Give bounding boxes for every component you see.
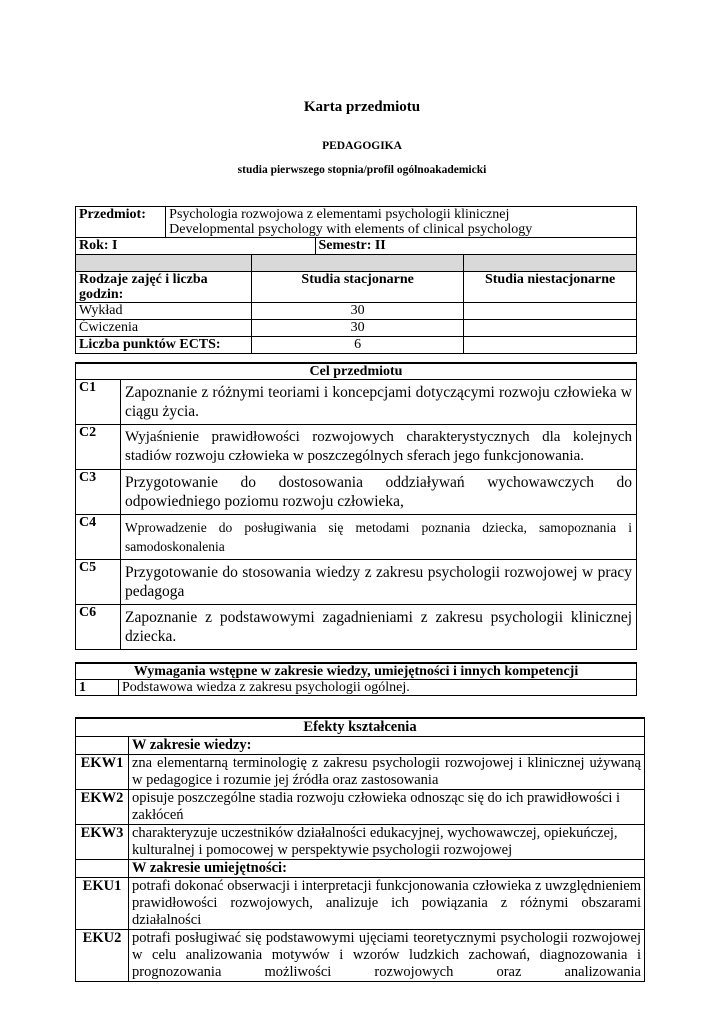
- document-title: Karta przedmiotu: [303, 99, 421, 115]
- goal-text: Wprowadzenie do posługiwania się metodami poznania dziecka, samopoznania i samodoskonalenia: [121, 515, 637, 560]
- goal-code: C6: [76, 605, 121, 650]
- prerequisite-code: 1: [76, 680, 119, 696]
- goal-text: Wyjaśnienie prawidłowości rozwojowych charakterystycznych dla kolejnych stadiów rozwoju człowieka w poszczególnych sferach jego funkcjonowania.: [121, 425, 637, 470]
- subject-label: Przedmiot:: [76, 207, 166, 238]
- hours-header: Rodzaje zajęć i liczba godzin:: [76, 272, 252, 303]
- spacer-cell: [76, 255, 252, 272]
- full-time-header: Studia stacjonarne: [252, 272, 464, 303]
- prerequisites-header: Wymagania wstępne w zakresie wiedzy, umiejętności i innych kompetencji: [76, 663, 637, 680]
- outcome-code: EKW1: [76, 755, 129, 790]
- part-time-header: Studia niestacjonarne: [464, 272, 637, 303]
- outcome-code-empty: [76, 860, 129, 878]
- class-type: Ćwiczenia: [76, 320, 252, 337]
- class-type: Wykład: [76, 303, 252, 320]
- outcome-code: EKW3: [76, 825, 129, 860]
- spacer-cell: [252, 255, 464, 272]
- full-time-hours: 30: [252, 320, 464, 337]
- subject-name-pl: Psychologia rozwojowa z elementami psychologii klinicznej: [169, 207, 510, 222]
- outcome-code-empty: [76, 737, 129, 755]
- prerequisite-text: Podstawowa wiedza z zakresu psychologii ogólnej.: [119, 680, 637, 696]
- outcome-text: zna elementarną terminologię z zakresu psychologii rozwojowej i klinicznej używaną w pedagogice i rozumie jej źródła oraz zastosowania: [129, 755, 645, 790]
- outcome-text: potrafi dokonać obserwacji i interpretacji funkcjonowania człowieka z uwzględnieniem prawidłowości rozwojowych, analizuje ich powiązania z różnymi obszarami działalności: [129, 878, 645, 930]
- skills-header: W zakresie umiejętności:: [129, 860, 645, 878]
- goal-text: Przygotowanie do stosowania wiedzy z zakresu psychologii rozwojowej w pracy pedagoga: [121, 560, 637, 605]
- outcome-code: EKU2: [76, 930, 129, 982]
- goal-text: Zapoznanie z różnymi teoriami i koncepcjami dotyczącymi rozwoju człowieka w ciągu życia.: [121, 380, 637, 425]
- outcomes-table: [75, 717, 645, 982]
- goal-code: C4: [76, 515, 121, 560]
- goal-code: C5: [76, 560, 121, 605]
- outcomes-header: Efekty kształcenia: [76, 718, 645, 737]
- outcome-text: opisuje poszczególne stadia rozwoju człowieka odnosząc się do ich prawidłowości i zakłóceń: [129, 790, 645, 825]
- prerequisites-table: [75, 662, 637, 696]
- goal-code: C1: [76, 380, 121, 425]
- outcome-text: potrafi posługiwać się podstawowymi ujęciami teoretycznymi psychologii rozwojowej w celu analizowania motywów i wzorów ludzkich zachowań, diagnozowania i prognozowania możliwości rozwojowych oraz analizowania: [129, 930, 645, 982]
- goal-row: [76, 470, 637, 515]
- goals-header: Cel przedmiotu: [76, 363, 637, 380]
- part-time-hours: [464, 320, 637, 337]
- part-time-hours: [464, 303, 637, 320]
- outcome-row: [76, 930, 645, 982]
- outcome-text: charakteryzuje uczestników działalności edukacyjnej, wychowawczej, opiekuńczej, kulturalnej i pomocowej w perspektywie psychologii rozwojowej: [129, 825, 645, 860]
- spacer-cell: [464, 255, 637, 272]
- outcome-row: [76, 755, 645, 790]
- goal-code: C3: [76, 470, 121, 515]
- outcome-row: [76, 790, 645, 825]
- outcome-code: EKW2: [76, 790, 129, 825]
- ects-label: Liczba punktów ECTS:: [76, 337, 252, 354]
- year-cell: Rok: I: [76, 238, 316, 255]
- outcome-code: EKU1: [76, 878, 129, 930]
- full-time-hours: 30: [252, 303, 464, 320]
- subject-name-en: Developmental psychology with elements of clinical psychology: [169, 222, 533, 237]
- goal-text: Zapoznanie z podstawowymi zagadnieniami z zakresu psychologii klinicznej dziecka.: [121, 605, 637, 650]
- goals-table: [75, 362, 637, 650]
- goal-code: C2: [76, 425, 121, 470]
- study-level: studia pierwszego stopnia/profil ogólnoakademicki: [237, 164, 487, 176]
- goal-row: [76, 515, 637, 560]
- goal-row: [76, 425, 637, 470]
- ects-empty: [464, 337, 637, 354]
- goal-text: Przygotowanie do dostosowania oddziaływań wychowawczych do odpowiedniego poziomu rozwoju człowieka,: [121, 470, 637, 515]
- outcome-row: [76, 878, 645, 930]
- subject-table: [75, 206, 637, 354]
- subject-name: [166, 207, 637, 238]
- knowledge-header: W zakresie wiedzy:: [129, 737, 645, 755]
- faculty-name: PEDAGOGIKA: [322, 140, 402, 152]
- prerequisite-row: [76, 680, 637, 696]
- outcome-row: [76, 825, 645, 860]
- goal-row: [76, 380, 637, 425]
- ects-value: 6: [252, 337, 464, 354]
- goal-row: [76, 605, 637, 650]
- semester-cell: Semestr: II: [315, 238, 637, 255]
- goal-row: [76, 560, 637, 605]
